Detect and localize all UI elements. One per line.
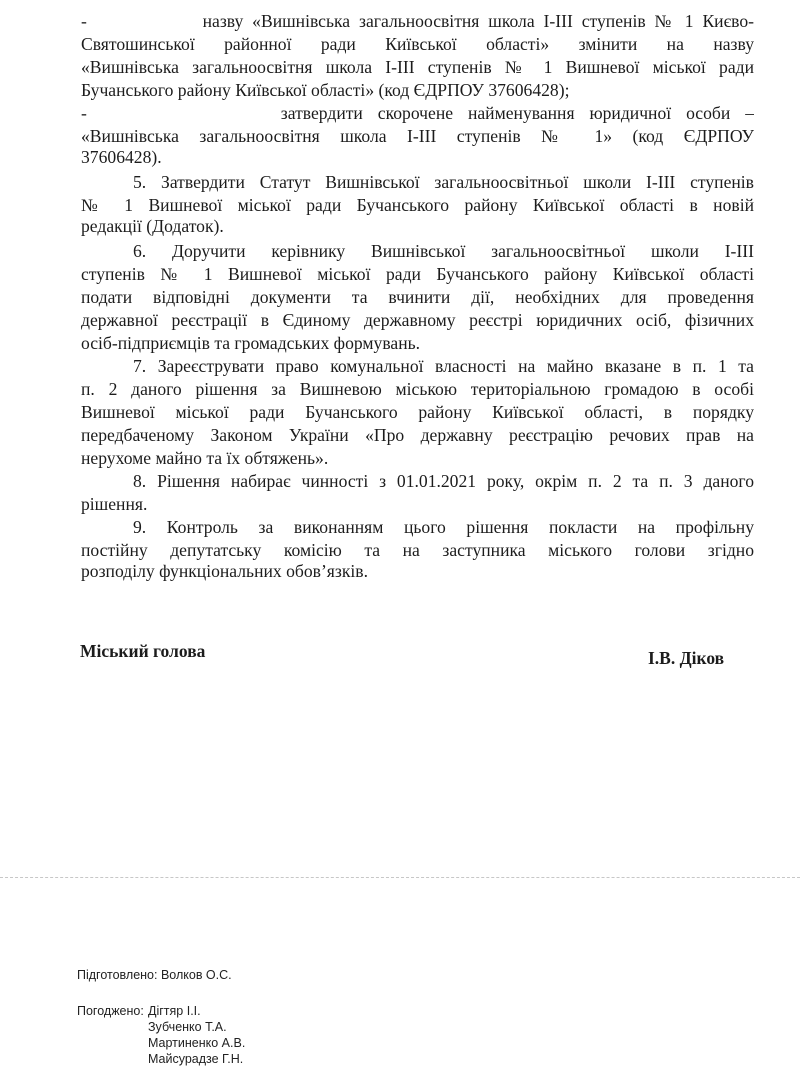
body-line: 7. Зареєструвати право комунальної власності на майно вказане в п. 1 та	[133, 356, 754, 376]
body-line: 9. Контроль за виконанням цього рішення покласти на профільну	[133, 517, 754, 537]
approver-item: Майсурадзе Г.Н.	[148, 1052, 244, 1066]
body-line: державної реєстрації в Єдиному державному реєстрі юридичних осіб, фізичних	[81, 310, 754, 330]
body-line: 5. Затвердити Статут Вишнівської загальноосвітньої школи І-ІІІ ступенів	[133, 172, 754, 192]
body-line: передбаченому Законом України «Про державну реєстрацію речових прав на	[81, 425, 754, 445]
body-line: п. 2 даного рішення за Вишневою міською територіальною громадою в особі	[81, 379, 754, 399]
prepared-by: Підготовлено: Волков О.С.	[77, 968, 232, 982]
body-line: Вишневої міської ради Бучанського району Київської області, в порядку	[81, 402, 754, 422]
body-line: рішення.	[81, 494, 148, 514]
body-line: редакції (Додаток).	[81, 216, 224, 236]
body-line: постійну депутатську комісію та на заступника міського голови згідно	[81, 540, 754, 560]
body-line: «Вишнівська загальноосвітня школа І-ІІІ ступенів № 1 Вишневої міської ради	[81, 57, 754, 77]
scan-fold-line	[0, 877, 800, 878]
signature-name: І.В. Діков	[648, 648, 725, 668]
body-line: 6. Доручити керівнику Вишнівської загальноосвітньої школи І-ІІІ	[133, 241, 754, 261]
approver-item: Зубченко Т.А.	[148, 1020, 227, 1034]
body-line: 8. Рішення набирає чинності з 01.01.2021 року, окрім п. 2 та п. 3 даного	[133, 471, 754, 491]
body-line: Святошинської районної ради Київської області» змінити на назву	[81, 34, 754, 54]
body-line: осіб-підприємців та громадських формувань.	[81, 333, 421, 353]
body-line: ступенів № 1 Вишневої міської ради Бучанського району Київської області	[81, 264, 754, 284]
body-line: нерухоме майно та їх обтяжень».	[81, 448, 329, 468]
body-line: подати відповідні документи та вчинити дії, необхідних для проведення	[81, 287, 754, 307]
body-line: «Вишнівська загальноосвітня школа І-ІІІ ступенів № 1» (код ЄДРПОУ	[81, 126, 754, 146]
body-line: № 1 Вишневої міської ради Бучанського району Київської області в новій	[81, 195, 754, 215]
body-line: 37606428).	[81, 147, 162, 167]
body-line: розподілу функціональних обов’язків.	[81, 561, 368, 581]
approver-item: Дігтяр І.І.	[148, 1004, 201, 1018]
body-line: Бучанського району Київської області» (код ЄДРПОУ 37606428);	[81, 80, 570, 100]
signature-title: Міський голова	[80, 641, 206, 661]
body-line: - затвердити скорочене найменування юридичної особи –	[81, 103, 754, 123]
approved-label: Погоджено:	[77, 1004, 144, 1018]
approver-item: Мартиненко А.В.	[148, 1036, 246, 1050]
body-line: - назву «Вишнівська загальноосвітня школа І-ІІІ ступенів № 1 Києво-	[81, 11, 754, 31]
